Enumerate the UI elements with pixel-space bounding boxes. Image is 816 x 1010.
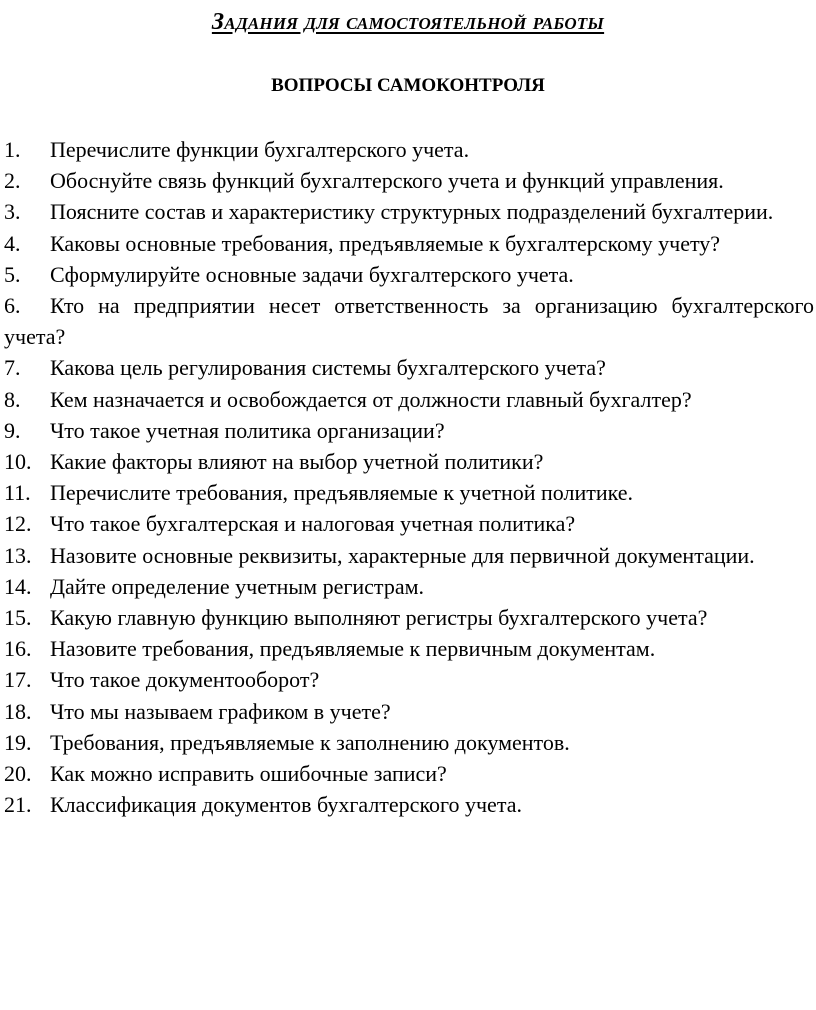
question-text: Какую главную функцию выполняют регистры бухгалтерского учета? [50,605,708,631]
question-number: 16. [4,636,32,662]
question-number: 21. [4,792,32,818]
questions-list [4,134,814,820]
question-number: 14. [4,573,32,599]
question-item [4,165,814,196]
question-text: Назовите основные реквизиты, характерные для первичной документации. [50,542,755,568]
question-number: 8. [4,386,21,412]
page-title: Задания для самостоятельной работы [211,9,605,35]
question-item [4,134,814,165]
question-item [4,540,814,571]
question-text: Как можно исправить ошибочные записи? [50,761,447,787]
question-text: Кем назначается и освобождается от должности главный бухгалтер? [50,386,692,412]
question-text: Что такое учетная политика организации? [50,417,445,443]
question-text: Обоснуйте связь функций бухгалтерского учета и функций управления. [50,168,724,194]
question-number: 11. [4,480,31,506]
question-text: Дайте определение учетным регистрам. [50,573,424,599]
question-item [4,446,814,477]
question-item [4,508,814,539]
question-item [4,228,814,259]
question-number: 12. [4,511,32,537]
question-item [4,789,814,820]
question-number: 17. [4,667,32,693]
question-text: Что такое бухгалтерская и налоговая учетная политика? [50,511,576,537]
question-number: 13. [4,542,32,568]
question-number: 1. [4,137,21,162]
section-subtitle: ВОПРОСЫ САМОКОНТРОЛЯ [271,75,545,96]
question-number: 5. [4,261,21,287]
question-number: 4. [4,230,21,256]
question-number: 3. [4,199,21,225]
question-text: Какие факторы влияют на выбор учетной политики? [50,449,544,475]
question-item [4,259,814,290]
question-text: Классификация документов бухгалтерского учета. [50,792,522,818]
question-text: Каковы основные требования, предъявляемые к бухгалтерскому учету? [50,230,721,256]
question-item [4,352,814,383]
question-number: 9. [4,417,21,443]
question-number: 2. [4,168,21,194]
question-text: Какова цель регулирования системы бухгалтерского учета? [50,355,606,381]
question-text: Перечислите требования, предъявляемые к учетной политике. [50,480,634,506]
question-item [4,290,814,352]
question-item [4,571,814,602]
question-item [4,633,814,664]
question-item [4,664,814,695]
question-item [4,384,814,415]
question-number: 15. [4,605,32,631]
question-item [4,727,814,758]
question-number: 6. [4,293,21,319]
question-number: 20. [4,761,32,787]
question-text: Сформулируйте основные задачи бухгалтерского учета. [50,261,574,287]
question-item [4,758,814,789]
question-number: 18. [4,698,32,724]
question-item [4,696,814,727]
question-number: 10. [4,449,32,475]
question-text: Требования, предъявляемые к заполнению документов. [50,729,570,755]
question-text: Назовите требования, предъявляемые к первичным документам. [50,636,656,662]
question-item [4,415,814,446]
question-number: 19. [4,729,32,755]
question-text: Поясните состав и характеристику структурных подразделений бухгалтерии. [50,199,774,225]
question-text: Перечислите функции бухгалтерского учета. [50,137,470,162]
question-number: 7. [4,355,21,381]
question-text: Что такое документооборот? [50,667,320,693]
question-item [4,477,814,508]
question-text: Что мы называем графиком в учете? [50,698,391,724]
question-text: Кто на предприятии несет ответственность за организацию бухгалтерского учета? [4,293,814,350]
question-item [4,196,814,227]
question-item [4,602,814,633]
